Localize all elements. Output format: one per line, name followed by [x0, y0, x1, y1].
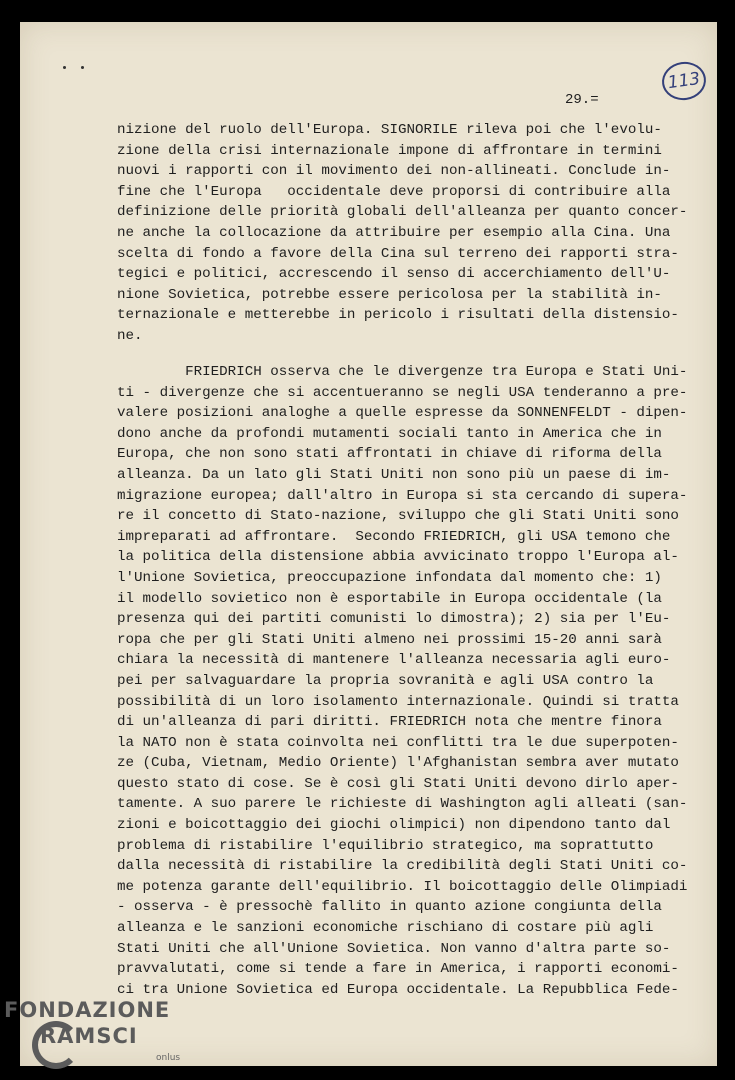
text-line: dalla necessità di ristabilire la credibilità degli Stati Uniti co-	[117, 858, 688, 875]
text-line: ternazionale e metterebbe in pericolo i risultati della distensio-	[117, 307, 679, 324]
punch-hole-left	[63, 66, 66, 69]
text-line: FRIEDRICH osserva che le divergenze tra Europa e Stati Uni-	[117, 364, 688, 380]
text-line: la politica della distensione abbia avvicinato troppo l'Europa al-	[117, 549, 679, 566]
text-line: l'Unione Sovietica, preoccupazione infondata dal momento che: 1)	[117, 569, 662, 586]
paragraph-2	[117, 362, 687, 1000]
text-line: ne anche la collocazione da attribuire per esempio alla Cina. Una	[117, 224, 671, 241]
paragraph-1	[117, 120, 687, 347]
page-number: 29.=	[565, 92, 599, 108]
folio-number: 113	[666, 68, 702, 94]
text-line: possibilità di un loro isolamento internazionale. Quindi si tratta	[117, 693, 679, 710]
text-line: ze (Cuba, Vietnam, Medio Oriente) l'Afghanistan sembra aver mutato	[117, 755, 679, 772]
punch-hole-right	[81, 66, 84, 69]
text-line: zioni e boicottaggio dei giochi olimpici) non dipendono tanto dal	[117, 817, 671, 834]
text-line: re il concetto di Stato-nazione, sviluppo che gli Stati Uniti sono	[117, 508, 679, 525]
text-line: chiara la necessità di mantenere l'alleanza necessaria agli euro-	[117, 652, 671, 669]
text-line: Stati Uniti che all'Unione Sovietica. Non vanno d'altra parte so-	[117, 940, 671, 957]
gramsci-g-logo-icon	[32, 1021, 80, 1069]
text-line: alleanza e le sanzioni economiche rischiano di costare più agli	[117, 920, 654, 937]
text-line: fine che l'Europa occidentale deve proporsi di contribuire alla	[117, 183, 671, 200]
text-line: nione Sovietica, potrebbe essere pericolosa per la stabilità in-	[117, 286, 662, 303]
folio-stamp	[660, 59, 709, 103]
watermark-line2: RAMSCI	[40, 1024, 138, 1048]
text-line: ne.	[117, 327, 143, 344]
text-line: la NATO non è stata coinvolta nei conflitti tra le due superpoten-	[117, 734, 679, 751]
text-line: pei per salvaguardare la propria sovranità e agli USA contro la	[117, 672, 654, 689]
text-line: tegici e politici, accrescendo il senso di accerchiamento dell'U-	[117, 266, 671, 283]
text-line: ci tra Unione Sovietica ed Europa occidentale. La Repubblica Fede-	[117, 981, 679, 998]
text-line: definizione delle priorità globali dell'alleanza per quanto concer-	[117, 204, 688, 221]
text-line: scelta di fondo a favore della Cina sul terreno dei rapporti stra-	[117, 245, 679, 262]
watermark-line1: FONDAZIONE	[4, 998, 171, 1022]
text-line: di un'alleanza di pari diritti. FRIEDRICH nota che mentre finora	[117, 714, 662, 731]
text-line: - osserva - è pressochè fallito in quanto azione congiunta della	[117, 899, 662, 916]
text-line: pravvalutati, come si tende a fare in America, i rapporti economi-	[117, 961, 679, 978]
text-line: dono anche da profondi mutamenti sociali tanto in America che in	[117, 425, 662, 442]
text-line: presenza qui dei partiti comunisti lo dimostra); 2) sia per l'Eu-	[117, 611, 671, 628]
text-line: migrazione europea; dall'altro in Europa si sta cercando di supera-	[117, 487, 688, 504]
text-line: il modello sovietico non è esportabile in Europa occidentale (la	[117, 590, 662, 607]
text-line: impreparati ad affrontare. Secondo FRIEDRICH, gli USA temono che	[117, 528, 671, 545]
text-line: Europa, che non sono stati affrontati in chiave di riforma della	[117, 446, 662, 463]
text-line: alleanza. Da un lato gli Stati Uniti non sono più un paese di im-	[117, 466, 671, 483]
text-line: tamente. A suo parere le richieste di Washington agli alleati (san-	[117, 796, 688, 813]
text-line: problema di ristabilire l'equilibrio strategico, ma soprattutto	[117, 837, 654, 854]
text-line: me potenza garante dell'equilibrio. Il boicottaggio delle Olimpiadi	[117, 878, 688, 895]
text-line: nizione del ruolo dell'Europa. SIGNORILE rileva poi che l'evolu-	[117, 122, 662, 138]
text-line: valere posizioni analoghe a quelle espresse da SONNENFELDT - dipen-	[117, 405, 688, 422]
text-line: questo stato di cose. Se è così gli Stati Uniti devono dirlo aper-	[117, 775, 679, 792]
fondazione-gramsci-watermark	[4, 997, 181, 1063]
text-line: nuovi i rapporti con il movimento dei non-allineati. Conclude in-	[117, 163, 671, 180]
text-line: ti - divergenze che si accentueranno se negli USA tenderanno a pre-	[117, 384, 688, 401]
text-line: ropa che per gli Stati Uniti almeno nei prossimi 15-20 anni sarà	[117, 631, 662, 648]
watermark-sub: onlus	[156, 1053, 181, 1063]
text-line: zione della crisi internazionale impone di affrontare in termini	[117, 142, 662, 159]
